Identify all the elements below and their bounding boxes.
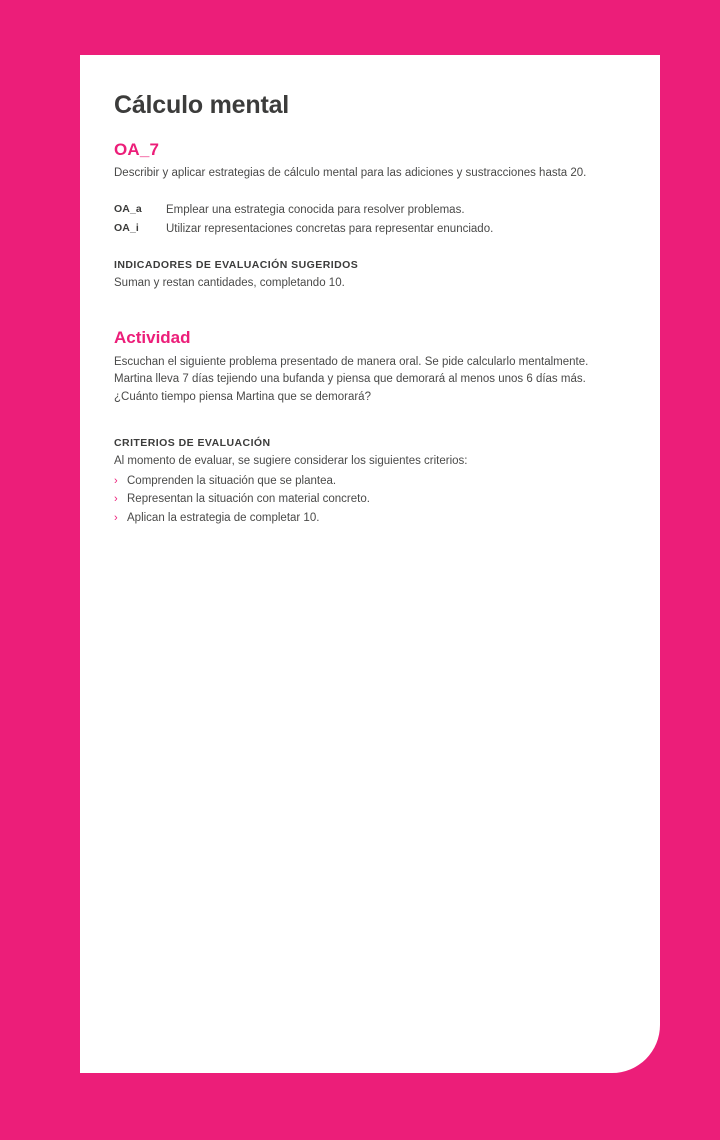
- criteria-intro: Al momento de evaluar, se sugiere considerar los siguientes criterios:: [114, 454, 468, 467]
- evaluation-indicators-heading: INDICADORES DE EVALUACIÓN SUGERIDOS: [114, 258, 359, 271]
- evaluation-indicators-text: Suman y restan cantidades, completando 10.: [114, 276, 345, 289]
- indicator-text: Emplear una estrategia conocida para resolver problemas.: [166, 203, 465, 216]
- chevron-right-icon: ›: [114, 512, 118, 525]
- activity-heading: Actividad: [114, 327, 191, 347]
- chevron-right-icon: ›: [114, 474, 118, 487]
- oa-description: Describir y aplicar estrategias de cálculo mental para las adiciones y sustracciones hasta 20.: [114, 167, 587, 179]
- indicator-code: OA_a: [114, 202, 142, 215]
- page-title: Cálculo mental: [114, 91, 290, 119]
- oa-code: OA_7: [114, 140, 160, 159]
- list-item: [114, 473, 624, 491]
- activity-line: Escuchan el siguiente problema presentado de manera oral. Se pide calcularlo mentalmente.: [114, 355, 589, 368]
- criteria-text: Comprenden la situación que se plantea.: [127, 474, 337, 487]
- activity-line: ¿Cuánto tiempo piensa Martina que se demorará?: [114, 391, 371, 404]
- list-item: [114, 491, 624, 509]
- list-item: [114, 202, 624, 218]
- list-item: [114, 221, 624, 237]
- document-page: [80, 55, 660, 1073]
- activity-line: Martina lleva 7 días tejiendo una bufanda y piensa que demorará al menos unos 6 días más.: [114, 373, 586, 386]
- indicator-text: Utilizar representaciones concretas para representar enunciado.: [166, 222, 494, 235]
- list-item: [114, 510, 624, 528]
- criteria-heading: CRITERIOS DE EVALUACIÓN: [114, 436, 271, 449]
- chevron-right-icon: ›: [114, 493, 118, 506]
- indicator-code: OA_i: [114, 221, 139, 234]
- criteria-text: Aplican la estrategia de completar 10.: [127, 512, 320, 525]
- criteria-text: Representan la situación con material concreto.: [127, 493, 370, 506]
